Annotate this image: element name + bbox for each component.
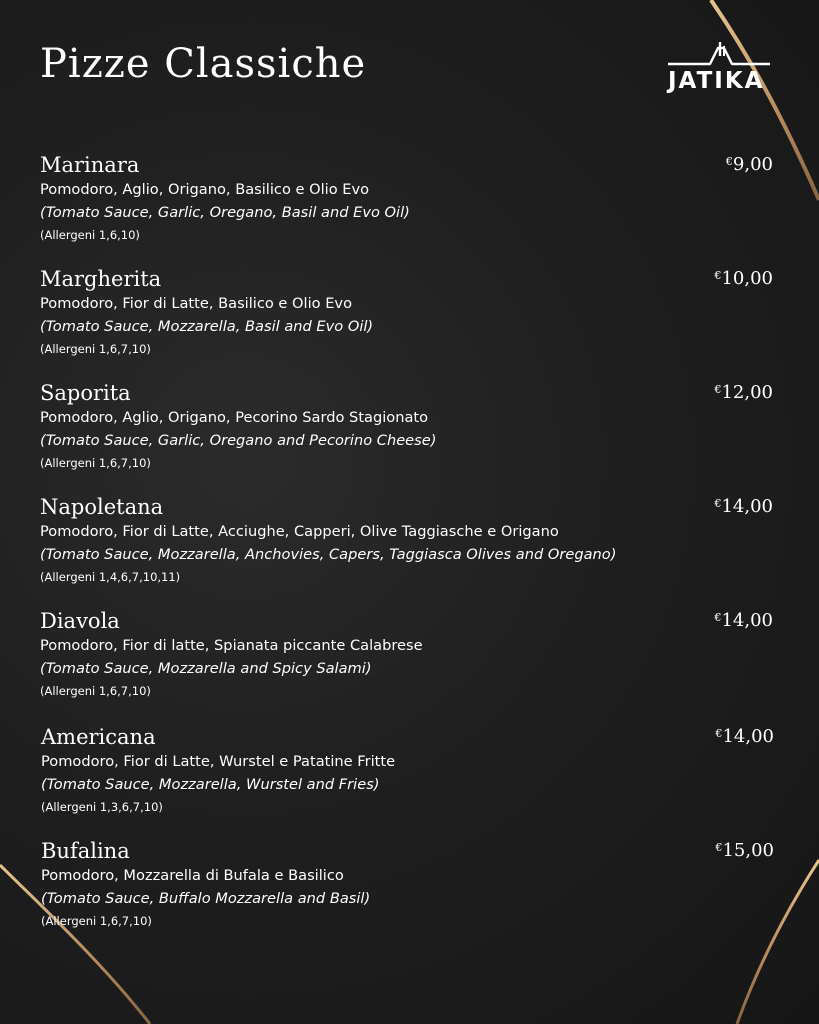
brand-name: JATIKA xyxy=(668,68,765,94)
item-description-english: (Tomato Sauce, Garlic, Oregano and Pecorino Cheese) xyxy=(40,432,437,449)
menu-item xyxy=(40,381,785,481)
item-description-italian: Pomodoro, Fior di latte, Spianata piccante Calabrese xyxy=(40,637,423,654)
item-description-english: (Tomato Sauce, Mozzarella, Basil and Evo Oil) xyxy=(40,318,374,335)
currency-symbol: € xyxy=(714,497,722,510)
menu-item xyxy=(41,839,786,939)
menu-item xyxy=(40,153,785,253)
item-description-english: (Tomato Sauce, Mozzarella and Spicy Salami) xyxy=(40,660,372,677)
logo-mark-icon xyxy=(666,38,776,68)
price-value: 14,00 xyxy=(721,610,773,631)
currency-symbol: € xyxy=(714,383,722,396)
currency-symbol: € xyxy=(725,155,733,168)
item-description-italian: Pomodoro, Fior di Latte, Basilico e Olio Evo xyxy=(40,295,352,312)
item-price xyxy=(714,383,773,404)
currency-symbol: € xyxy=(715,727,723,740)
menu-item xyxy=(40,495,785,595)
item-price xyxy=(715,727,774,748)
price-value: 9,00 xyxy=(732,154,773,175)
item-name: Bufalina xyxy=(41,839,130,863)
menu-item xyxy=(40,609,785,709)
price-value: 15,00 xyxy=(722,840,774,861)
item-description-italian: Pomodoro, Mozzarella di Bufala e Basilico xyxy=(41,867,344,884)
item-allergens: (Allergeni 1,6,7,10) xyxy=(40,342,151,356)
item-price xyxy=(714,269,773,290)
item-description-english: (Tomato Sauce, Mozzarella, Anchovies, Capers, Taggiasca Olives and Oregano) xyxy=(40,546,617,563)
item-allergens: (Allergeni 1,3,6,7,10) xyxy=(41,800,163,814)
item-description-italian: Pomodoro, Aglio, Origano, Pecorino Sardo Stagionato xyxy=(40,409,429,426)
item-name: Napoletana xyxy=(40,495,164,519)
menu-item xyxy=(41,725,786,825)
item-description-english: (Tomato Sauce, Mozzarella, Wurstel and Fries) xyxy=(41,776,380,793)
item-allergens: (Allergeni 1,4,6,7,10,11) xyxy=(40,570,181,584)
price-value: 12,00 xyxy=(721,382,773,403)
item-description-english: (Tomato Sauce, Buffalo Mozzarella and Basil) xyxy=(41,890,371,907)
item-price xyxy=(714,611,773,632)
item-price xyxy=(715,841,774,862)
menu-item xyxy=(40,267,785,367)
item-allergens: (Allergeni 1,6,7,10) xyxy=(40,456,151,470)
page-title: Pizze Classiche xyxy=(40,41,367,87)
item-description-english: (Tomato Sauce, Garlic, Oregano, Basil and Evo Oil) xyxy=(40,204,410,221)
currency-symbol: € xyxy=(714,269,722,282)
price-value: 10,00 xyxy=(721,268,773,289)
brand-logo xyxy=(666,38,776,96)
price-value: 14,00 xyxy=(721,496,773,517)
item-allergens: (Allergeni 1,6,7,10) xyxy=(40,684,151,698)
currency-symbol: € xyxy=(714,611,722,624)
item-description-italian: Pomodoro, Fior di Latte, Acciughe, Capperi, Olive Taggiasche e Origano xyxy=(40,523,559,540)
item-allergens: (Allergeni 1,6,7,10) xyxy=(41,914,152,928)
item-description-italian: Pomodoro, Aglio, Origano, Basilico e Olio Evo xyxy=(40,181,370,198)
item-allergens: (Allergeni 1,6,10) xyxy=(40,228,140,242)
item-price xyxy=(714,497,773,518)
item-name: Saporita xyxy=(40,381,131,405)
item-name: Margherita xyxy=(40,267,162,291)
price-value: 14,00 xyxy=(722,726,774,747)
item-name: Marinara xyxy=(40,153,140,177)
item-name: Americana xyxy=(41,725,156,749)
item-price xyxy=(726,155,773,176)
item-name: Diavola xyxy=(40,609,120,633)
currency-symbol: € xyxy=(715,841,723,854)
item-description-italian: Pomodoro, Fior di Latte, Wurstel e Patatine Fritte xyxy=(41,753,396,770)
